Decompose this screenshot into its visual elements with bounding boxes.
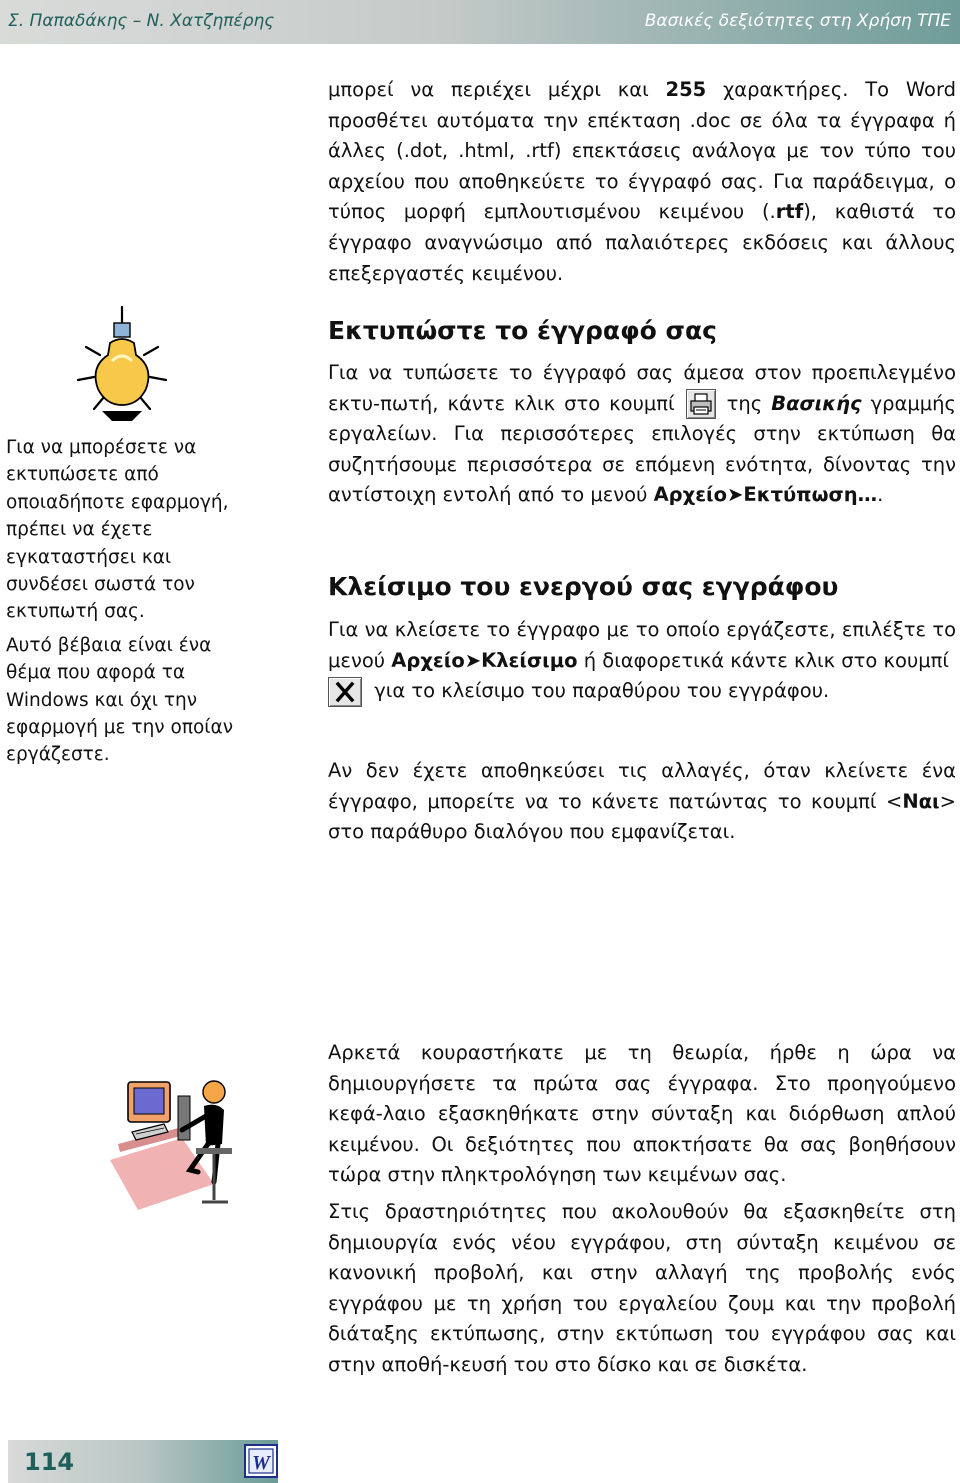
close-section-note: Αν δεν έχετε αποθηκεύσει τις αλλαγές, όταν κλείνετε ένα έγγραφο, μπορείτε να το κάνετε πατώντας το κουμπί <Ναι> στο παράθυρο διαλόγου που εμφανίζεται.	[328, 759, 956, 844]
word-document-icon	[244, 1444, 278, 1478]
closing-text	[328, 1038, 956, 1381]
page-number: 114	[24, 1448, 75, 1476]
side-note-p2: Αυτό βέβαια είναι ένα θέμα που αφορά τα Windows και όχι την εφαρμογή με την οποίαν εργάζεστε.	[6, 634, 234, 766]
print-section-title: Εκτυπώστε το έγγραφό σας	[328, 316, 718, 345]
header-authors: Σ. Παπαδάκης – Ν. Χατζηπέρης	[8, 11, 275, 31]
svg-text:W: W	[252, 1452, 270, 1474]
printer-icon[interactable]	[686, 389, 716, 419]
close-x-icon[interactable]	[328, 677, 362, 707]
intro-paragraph: μπορεί να περιέχει μέχρι και 255 χαρακτήρες. Το Word προσθέτει αυτόματα την επέκταση .doc σε όλα τα έγγραφα ή άλλες (.dot, .html, .rtf) επεκτάσεις ανάλογα με τον τύπο του αρχείου που αποθηκεύετε το έγγραφό σας. Για παράδειγμα, ο τύπος μορφή εμπλουτισμένου κειμένου (.rtf), καθιστά το έγγραφο αναγνώσιμο από παλαιότερες εκδόσεις και άλλους επεξεργαστές κειμένου.	[328, 78, 957, 285]
close-section-body: Για να κλείσετε το έγγραφο με το οποίο εργάζεστε, επιλέξτε το μενού Αρχείο➤Κλείσιμο ή διαφορετικά κάντε κλικ στο κουμπί για το κλείσιμο του παραθύρου του εγγράφου.	[328, 615, 956, 707]
closing-p1: Αρκετά κουραστήκατε με τη θεωρία, ήρθε η ώρα να δημιουργήσετε τα πρώτα σας έγγραφα. Στο προηγούμενο κεφά-λαιο εξασκηθήκατε στην σύνταξη και διόρθωση απλού κειμένου. Οι δεξιότητες που αποκτήσατε θα σας βοηθήσουν τώρα στην πληκτρολόγηση των κειμένων σας.	[328, 1041, 956, 1187]
close-section-title: Κλείσιμο του ενεργού σας εγγράφου	[328, 572, 839, 601]
page-footer	[8, 1440, 278, 1483]
print-section-body: Για να τυπώσετε το έγγραφό σας άμεσα στον προεπιλεγμένο εκτυ-πωτή, κάντε κλικ στο κουμπί της Βασικής γραμμής εργαλείων. Για περισσότερες επιλογές στην εκτύπωση θα συζητήσουμε περισσότερα σε επόμενη ενότητα, δίνοντας την αντίστοιχη εντολή από το μενού Αρχείο➤Εκτύπωση….	[328, 361, 956, 507]
header-book-title: Βασικές δεξιότητες στη Χρήση ΤΠΕ	[644, 11, 951, 31]
side-note-p1: Για να μπορέσετε να εκτυπώσετε από οποιαδήποτε εφαρμογή, πρέπει να έχετε εγκαταστήσει και συνδέσει σωστά τον εκτυπωτή σας.	[6, 437, 229, 623]
page-header	[0, 0, 960, 44]
closing-p2: Στις δραστηριότητες που ακολουθούν θα εξασκηθείτε στη δημιουργία ενός νέου εγγράφου, στη σύνταξη κειμένου σε κανονική προβολή, και στην αλλαγή της προβολής ενός εγγράφου με τη χρήση του εργαλείου ζουμ και την προβολή διάταξης εκτύπωσης, στην εκτύπωση του εγγράφου σας και στην αποθή-κευσή του στο δίσκο και σε δισκέτα.	[328, 1199, 956, 1376]
person-at-computer-icon	[106, 1072, 246, 1212]
lightbulb-icon	[72, 305, 172, 425]
side-note	[6, 434, 256, 769]
